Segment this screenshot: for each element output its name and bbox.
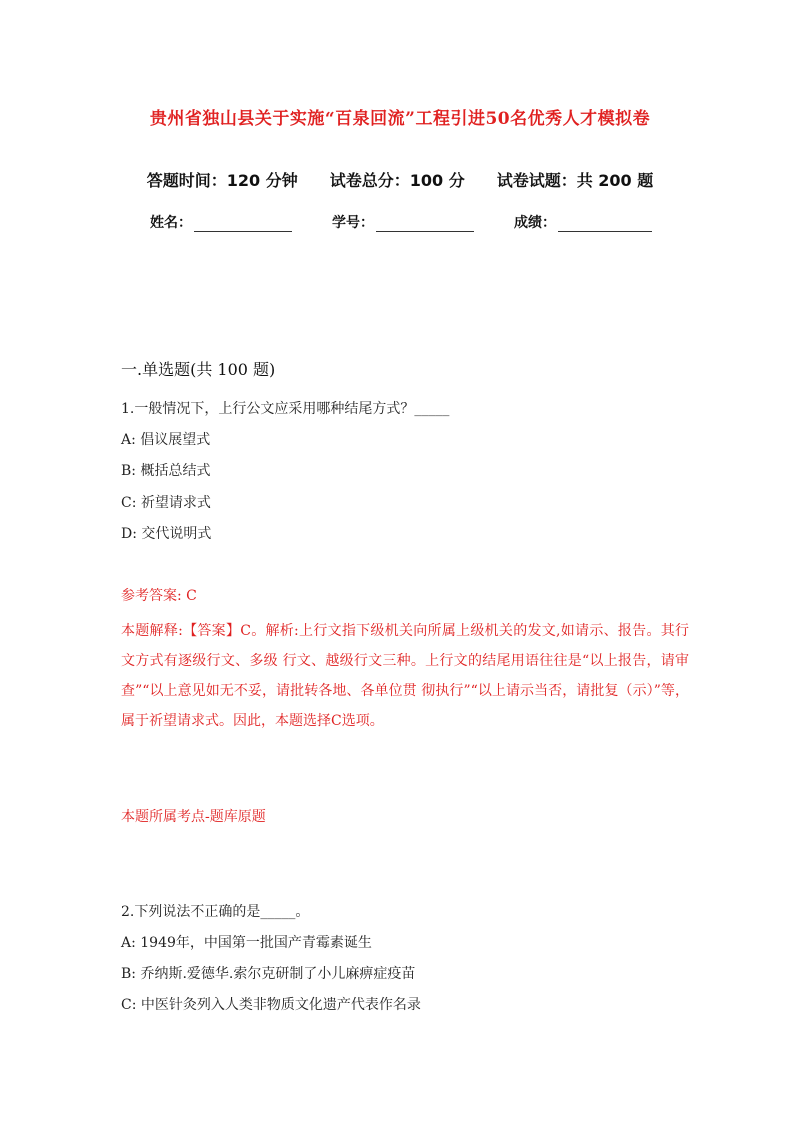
exam-meta <box>0 168 800 191</box>
question-2-option-a: A: 1949年，中国第一批国产青霉素诞生 <box>121 935 372 951</box>
section-heading: 一.单选题(共 100 题) <box>121 360 276 379</box>
exam-time: 答题时间：120 分钟 <box>146 171 298 190</box>
id-field <box>332 212 474 232</box>
question-1-explanation: 本题解释:【答案】C。解析:上行文指下级机关向所属上级机关的发文,如请示、报告。其行文方式有逐级行文、多级 行文、越级行文三种。上行文的结尾用语往往是“以上报告，请审查”“以上意见如无不妥，请批转各地、各单位贯 彻执行”“以上请示当否，请批复（示）”等，属于祈望请求式。因此，本题选择C选项。 <box>121 623 689 729</box>
question-1-point: 本题所属考点-题库原题 <box>121 809 266 825</box>
exam-total-score: 试卷总分：100 分 <box>329 171 465 190</box>
exam-question-count: 试卷试题：共 200 题 <box>496 171 654 190</box>
question-1-option-b: B: 概括总结式 <box>121 463 211 479</box>
question-1-option-a: A: 倡议展望式 <box>121 432 211 448</box>
question-1-answer: 参考答案: C <box>121 588 197 604</box>
score-field <box>514 212 652 232</box>
score-label: 成绩： <box>514 215 556 231</box>
name-field <box>150 212 292 232</box>
name-label: 姓名： <box>150 215 192 231</box>
student-fields <box>150 212 652 232</box>
score-blank <box>558 215 652 232</box>
question-2-option-b: B: 乔纳斯.爱德华.索尔克研制了小儿麻痹症疫苗 <box>121 966 416 982</box>
document-title: 贵州省独山县关于实施“百泉回流”工程引进50名优秀人才模拟卷 <box>149 109 651 129</box>
question-1-stem: 1.一般情况下，上行公文应采用哪种结尾方式？_____ <box>121 401 450 417</box>
id-label: 学号： <box>332 215 374 231</box>
question-1-option-c: C: 祈望请求式 <box>121 495 211 511</box>
id-blank <box>376 215 474 232</box>
question-1-option-d: D: 交代说明式 <box>121 526 212 542</box>
question-2-option-c: C: 中医针灸列入人类非物质文化遗产代表作名录 <box>121 997 421 1013</box>
name-blank <box>194 215 292 232</box>
question-2-stem: 2.下列说法不正确的是_____。 <box>121 904 310 920</box>
